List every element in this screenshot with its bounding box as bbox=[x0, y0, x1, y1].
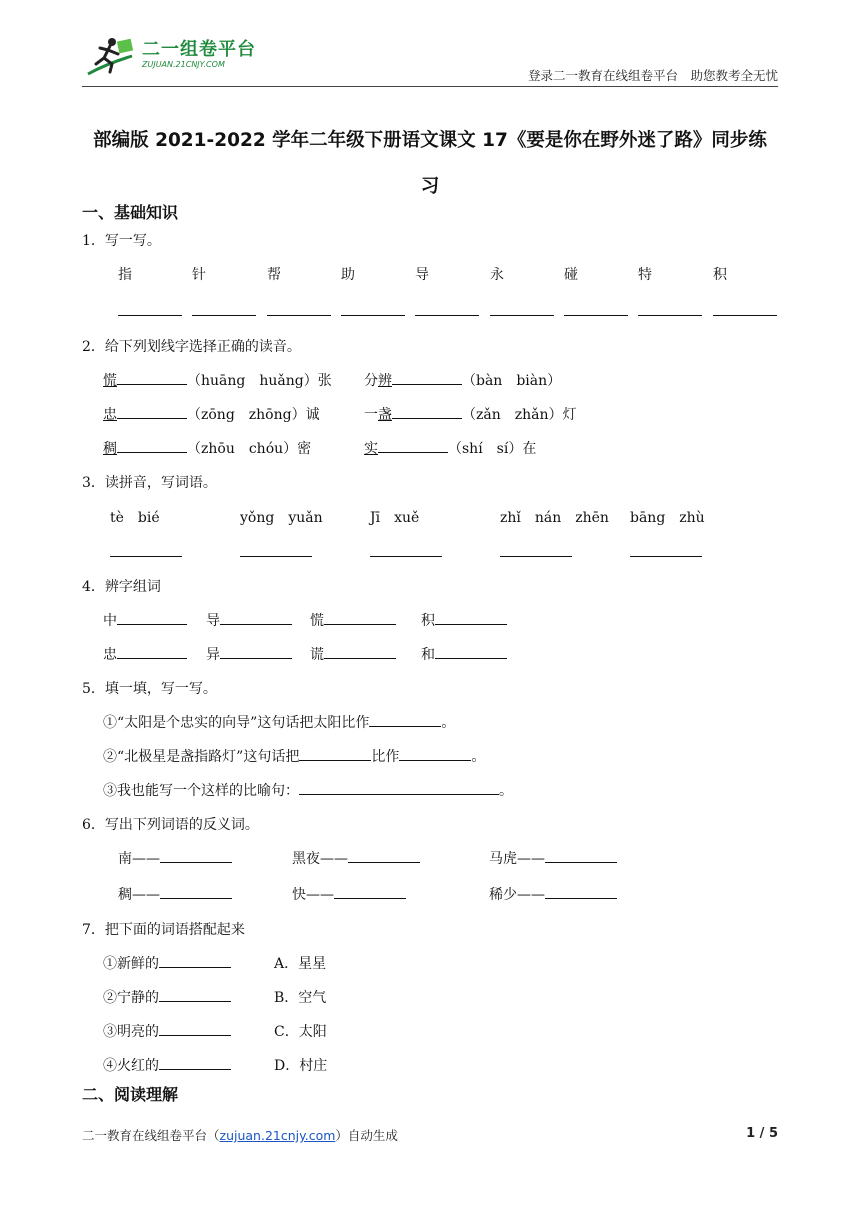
q7-blank[interactable] bbox=[159, 1055, 231, 1070]
q3-pinyin: yǒng yuǎn bbox=[240, 510, 323, 526]
page-number: 1 / 5 bbox=[746, 1126, 778, 1141]
q7-blank[interactable] bbox=[159, 1021, 231, 1036]
q2-item bbox=[364, 404, 577, 424]
q6-item bbox=[118, 848, 232, 868]
q2-options: （shí sí）在 bbox=[448, 441, 537, 457]
q1-char: 导 bbox=[415, 267, 429, 283]
runner-logo-icon bbox=[82, 34, 138, 80]
q3-pinyin: tè bié bbox=[110, 510, 160, 526]
q5-blank[interactable] bbox=[299, 780, 499, 795]
q4-item bbox=[206, 610, 292, 630]
q5-text: 。 bbox=[471, 749, 486, 765]
q4-char: 和 bbox=[421, 647, 435, 663]
q7-left-item bbox=[103, 1021, 231, 1041]
q1-char: 特 bbox=[638, 267, 652, 283]
q4-blank[interactable] bbox=[117, 610, 187, 625]
q6-blank[interactable] bbox=[334, 884, 406, 899]
q7-prompt: 7．把下面的词语搭配起来 bbox=[82, 922, 245, 938]
q7-left-word: ①新鲜的 bbox=[103, 956, 159, 972]
q6-word: 南—— bbox=[118, 851, 160, 867]
q5-line-2 bbox=[103, 746, 485, 766]
q5-blank[interactable] bbox=[299, 746, 371, 761]
q2-underlined-char: 稠 bbox=[103, 441, 117, 457]
q2-prefix: 分 bbox=[364, 373, 378, 389]
q4-blank[interactable] bbox=[220, 644, 292, 659]
q7-left-item bbox=[103, 1055, 231, 1075]
q3-pinyin: Jī xuě bbox=[370, 510, 420, 526]
q2-blank[interactable] bbox=[117, 404, 187, 419]
q1-answer-line[interactable] bbox=[490, 315, 554, 316]
q1-char: 助 bbox=[341, 267, 355, 283]
q1-answer-line[interactable] bbox=[192, 315, 256, 316]
q1-answer-line[interactable] bbox=[415, 315, 479, 316]
q1-answer-line[interactable] bbox=[341, 315, 405, 316]
page-header bbox=[82, 34, 778, 86]
q6-item bbox=[489, 884, 617, 904]
q2-underlined-char: 慌 bbox=[103, 373, 117, 389]
q4-char: 谎 bbox=[310, 647, 324, 663]
q7-left-item bbox=[103, 987, 231, 1007]
q5-text: 。 bbox=[499, 783, 513, 799]
q1-answer-line[interactable] bbox=[267, 315, 331, 316]
q1-answer-line[interactable] bbox=[118, 315, 182, 316]
q1-char: 针 bbox=[192, 267, 206, 283]
q3-answer-line[interactable] bbox=[370, 556, 442, 557]
q6-word: 快—— bbox=[292, 887, 334, 903]
q6-blank[interactable] bbox=[348, 848, 420, 863]
q5-line-3 bbox=[103, 780, 513, 800]
q2-item bbox=[103, 438, 311, 458]
q1-answer-line[interactable] bbox=[564, 315, 628, 316]
q4-blank[interactable] bbox=[324, 610, 396, 625]
q2-item bbox=[103, 404, 320, 424]
q2-underlined-char: 实 bbox=[364, 441, 378, 457]
q7-left-word: ②宁静的 bbox=[103, 990, 159, 1006]
q5-text: 。 bbox=[441, 715, 456, 731]
footer-text: 二一教育在线组卷平台（ bbox=[82, 1128, 220, 1143]
q2-blank[interactable] bbox=[392, 370, 462, 385]
q1-char: 碰 bbox=[564, 267, 578, 283]
q4-char: 忠 bbox=[103, 647, 117, 663]
q6-item bbox=[292, 884, 406, 904]
q5-text: ①“太阳是个忠实的向导”这句话把太阳比作 bbox=[103, 715, 370, 731]
q2-item bbox=[364, 370, 561, 390]
q4-blank[interactable] bbox=[220, 610, 292, 625]
title-line-1: 部编版 2021-2022 学年二年级下册语文课文 17《要是你在野外迷了路》同步练 bbox=[93, 130, 767, 151]
q4-item bbox=[310, 644, 396, 664]
q1-prompt: 1．写一写。 bbox=[82, 233, 161, 249]
section-heading-reading: 二、阅读理解 bbox=[82, 1085, 179, 1104]
q2-options: （bàn biàn） bbox=[462, 373, 562, 389]
q1-char: 指 bbox=[118, 267, 132, 283]
q1-char: 积 bbox=[713, 267, 727, 283]
q6-blank[interactable] bbox=[160, 884, 232, 899]
header-slogan: 登录二一教育在线组卷平台 助您教考全无忧 bbox=[527, 68, 778, 83]
q7-right-item: C．太阳 bbox=[274, 1024, 327, 1040]
q6-item bbox=[292, 848, 420, 868]
q6-item bbox=[118, 884, 232, 904]
q5-line-1 bbox=[103, 712, 455, 732]
q4-item bbox=[103, 610, 187, 630]
q6-word: 稀少—— bbox=[489, 887, 545, 903]
q4-char: 慌 bbox=[310, 613, 324, 629]
q7-right-item: D．村庄 bbox=[274, 1058, 328, 1074]
footer-source bbox=[82, 1126, 398, 1144]
q4-char: 积 bbox=[421, 613, 435, 629]
q3-pinyin: zhǐ nán zhēn bbox=[500, 510, 609, 526]
section-heading-basics: 一、基础知识 bbox=[82, 203, 179, 222]
footer-text: ）自动生成 bbox=[335, 1128, 398, 1143]
q5-text: ③我也能写一个这样的比喻句： bbox=[103, 783, 299, 799]
q3-pinyin: bāng zhù bbox=[630, 510, 705, 526]
q7-right-item: A．星星 bbox=[274, 956, 327, 972]
q6-prompt: 6．写出下列词语的反义词。 bbox=[82, 817, 259, 833]
q4-item bbox=[103, 644, 187, 664]
q3-answer-line[interactable] bbox=[630, 556, 702, 557]
q5-blank[interactable] bbox=[369, 712, 441, 727]
q4-item bbox=[421, 644, 507, 664]
q7-right-item: B．空气 bbox=[274, 990, 327, 1006]
q6-item bbox=[489, 848, 617, 868]
q4-item bbox=[310, 610, 396, 630]
q2-underlined-char: 忠 bbox=[103, 407, 117, 423]
q3-answer-line[interactable] bbox=[500, 556, 572, 557]
q3-prompt: 3．读拼音，写词语。 bbox=[82, 475, 217, 491]
q4-blank[interactable] bbox=[435, 610, 507, 625]
q3-answer-line[interactable] bbox=[240, 556, 312, 557]
q4-blank[interactable] bbox=[117, 644, 187, 659]
q5-prompt: 5．填一填，写一写。 bbox=[82, 681, 217, 697]
q4-prompt: 4．辨字组词 bbox=[82, 579, 161, 595]
q5-text: ②“北极星是盏指路灯”这句话把 bbox=[103, 749, 300, 765]
q2-prefix: 一 bbox=[364, 407, 378, 423]
q7-left-item bbox=[103, 953, 231, 973]
q1-answer-line[interactable] bbox=[638, 315, 702, 316]
q2-blank[interactable] bbox=[117, 438, 187, 453]
q2-blank[interactable] bbox=[117, 370, 187, 385]
header-divider bbox=[82, 86, 778, 87]
q4-blank[interactable] bbox=[435, 644, 507, 659]
q2-item bbox=[364, 438, 536, 458]
q2-options: （zǎn zhǎn）灯 bbox=[462, 407, 577, 423]
q4-char: 导 bbox=[206, 613, 220, 629]
title-line-2: 习 bbox=[420, 176, 440, 197]
q2-item bbox=[103, 370, 332, 390]
q2-options: （zōng zhōng）诚 bbox=[187, 407, 320, 423]
q6-blank[interactable] bbox=[545, 884, 617, 899]
q6-word: 黑夜—— bbox=[292, 851, 348, 867]
q7-left-word: ③明亮的 bbox=[103, 1024, 159, 1040]
q6-word: 稠—— bbox=[118, 887, 160, 903]
q6-blank[interactable] bbox=[545, 848, 617, 863]
q1-char: 帮 bbox=[267, 267, 281, 283]
logo bbox=[82, 34, 256, 82]
footer-link[interactable]: zujuan.21cnjy.com bbox=[219, 1128, 336, 1143]
q1-char: 永 bbox=[490, 267, 504, 283]
q2-options: （zhōu chóu）密 bbox=[187, 441, 312, 457]
q2-blank[interactable] bbox=[378, 438, 448, 453]
q1-answer-line[interactable] bbox=[713, 315, 777, 316]
q7-blank[interactable] bbox=[159, 953, 231, 968]
q2-underlined-char: 辨 bbox=[378, 373, 392, 389]
q5-text: 比作 bbox=[371, 749, 400, 765]
q2-blank[interactable] bbox=[392, 404, 462, 419]
q4-item bbox=[421, 610, 507, 630]
q5-blank[interactable] bbox=[399, 746, 471, 761]
q4-blank[interactable] bbox=[324, 644, 396, 659]
document-title bbox=[82, 118, 778, 210]
q4-char: 中 bbox=[103, 613, 117, 629]
logo-title: 二一组卷平台 bbox=[142, 39, 256, 60]
q7-blank[interactable] bbox=[159, 987, 231, 1002]
q6-blank[interactable] bbox=[160, 848, 232, 863]
q2-underlined-char: 盏 bbox=[378, 407, 392, 423]
q2-options: （huāng huǎng）张 bbox=[187, 373, 332, 389]
logo-url: ZUJUAN.21CNJY.COM bbox=[142, 60, 225, 69]
q4-char: 异 bbox=[206, 647, 220, 663]
q2-prompt: 2．给下列划线字选择正确的读音。 bbox=[82, 339, 301, 355]
q6-word: 马虎—— bbox=[489, 851, 545, 867]
q3-answer-line[interactable] bbox=[110, 556, 182, 557]
q7-left-word: ④火红的 bbox=[103, 1058, 159, 1074]
q4-item bbox=[206, 644, 292, 664]
